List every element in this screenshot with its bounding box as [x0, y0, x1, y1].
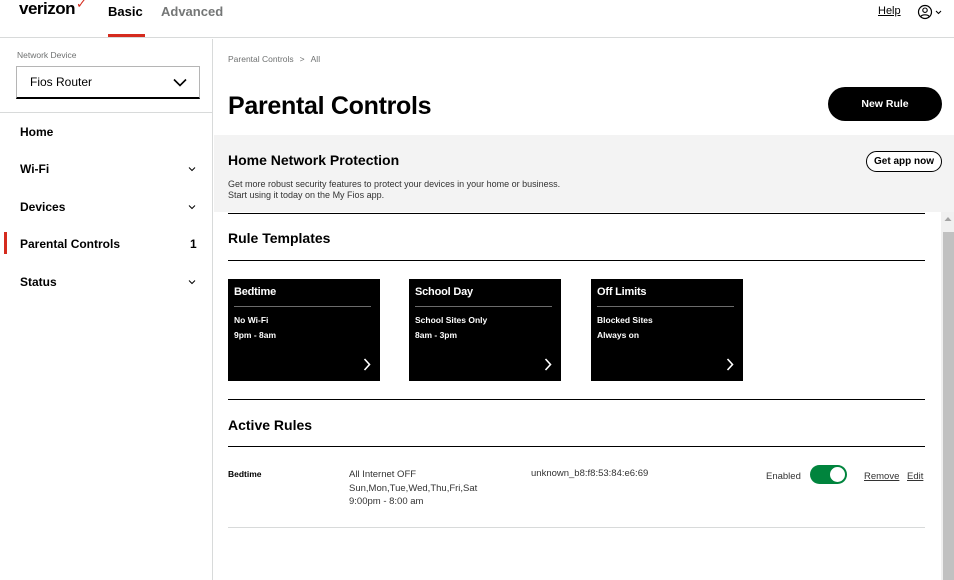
template-card-off-limits[interactable] — [591, 279, 743, 381]
sidebar-item-wifi[interactable] — [0, 157, 212, 181]
sidebar-divider — [0, 112, 212, 113]
rule-count-badge: 1 — [190, 237, 197, 251]
scroll-up-arrow-icon[interactable] — [944, 216, 952, 222]
sidebar-item-devices[interactable] — [0, 195, 212, 219]
template-detail: School Sites Only — [415, 315, 488, 325]
sidebar-item-label: Devices — [20, 200, 66, 214]
template-title: Bedtime — [234, 286, 276, 298]
sidebar-item-label: Home — [20, 125, 54, 139]
remove-rule-link[interactable]: Remove — [864, 471, 900, 482]
card-divider — [234, 306, 371, 307]
rule-device: unknown_b8:f8:53:84:e6:69 — [531, 468, 649, 479]
section-divider — [228, 446, 925, 447]
hnp-title: Home Network Protection — [228, 152, 400, 168]
sidebar-item-label: Wi-Fi — [20, 162, 50, 176]
template-card-bedtime[interactable] — [228, 279, 380, 381]
template-title: Off Limits — [597, 286, 647, 298]
rule-detail-line: 9:00pm - 8:00 am — [349, 496, 424, 507]
row-divider — [228, 527, 925, 528]
rule-details — [349, 468, 477, 509]
section-divider — [228, 213, 925, 214]
rule-status-label: Enabled — [766, 471, 801, 482]
sidebar-item-parental-controls[interactable] — [0, 232, 212, 256]
template-detail: 9pm - 8am — [234, 330, 277, 340]
rule-name: Bedtime — [228, 469, 262, 479]
breadcrumb — [228, 54, 320, 64]
scrollbar-thumb[interactable] — [943, 232, 954, 580]
device-select-value: Fios Router — [30, 75, 93, 89]
hnp-desc-line: Get more robust security features to protect your devices in your home or business. — [228, 179, 561, 189]
sidebar-item-label: Status — [20, 275, 57, 289]
chevron-right-icon — [363, 358, 371, 371]
logo-text: verizon — [19, 0, 76, 18]
top-bar — [0, 0, 954, 38]
main-content — [214, 39, 954, 580]
chevron-right-icon — [726, 358, 734, 371]
template-title: School Day — [415, 286, 473, 298]
template-detail: 8am - 3pm — [415, 330, 458, 340]
template-card-school-day[interactable] — [409, 279, 561, 381]
help-link[interactable]: Help — [878, 5, 901, 17]
user-circle-icon — [917, 4, 947, 20]
page-title: Parental Controls — [228, 92, 432, 120]
verizon-logo[interactable] — [19, 0, 86, 19]
scrollbar[interactable] — [941, 212, 954, 580]
tab-basic[interactable]: Basic — [108, 4, 143, 36]
get-app-now-button[interactable]: Get app now — [866, 151, 942, 172]
template-detail: Blocked Sites — [597, 315, 653, 325]
rule-detail-line: All Internet OFF — [349, 469, 417, 480]
sidebar-item-home[interactable] — [0, 120, 212, 144]
hnp-description — [228, 179, 698, 201]
chevron-down-icon — [188, 279, 196, 285]
rule-enabled-toggle[interactable] — [810, 465, 847, 484]
toggle-knob — [830, 467, 845, 482]
edit-rule-link[interactable]: Edit — [907, 471, 924, 482]
sidebar-item-label: Parental Controls — [20, 237, 121, 251]
chevron-down-icon — [188, 166, 196, 172]
template-detail: Always on — [597, 330, 640, 340]
card-divider — [597, 306, 734, 307]
rule-templates-title: Rule Templates — [228, 230, 331, 246]
template-detail: No Wi-Fi — [234, 315, 269, 325]
network-device-label: Network Device — [17, 50, 77, 60]
section-divider — [228, 260, 925, 261]
sidebar — [0, 39, 213, 580]
rule-detail-line: Sun,Mon,Tue,Wed,Thu,Fri,Sat — [349, 482, 478, 494]
breadcrumb-separator: > — [299, 54, 305, 64]
chevron-down-icon — [173, 78, 187, 87]
user-menu-button[interactable] — [917, 4, 947, 20]
chevron-down-icon — [188, 204, 196, 210]
breadcrumb-all: All — [310, 54, 321, 64]
tab-advanced[interactable]: Advanced — [161, 4, 224, 19]
home-network-protection-banner — [214, 135, 954, 212]
section-divider — [228, 399, 925, 400]
logo-check-icon: ✓ — [76, 0, 87, 11]
hnp-desc-line: Start using it today on the My Fios app. — [228, 190, 385, 200]
sidebar-item-status[interactable] — [0, 270, 212, 294]
network-device-select[interactable] — [16, 66, 200, 99]
new-rule-button[interactable]: New Rule — [828, 87, 942, 121]
card-divider — [415, 306, 552, 307]
breadcrumb-parental-controls[interactable]: Parental Controls — [228, 54, 294, 64]
chevron-right-icon — [544, 358, 552, 371]
active-rules-title: Active Rules — [228, 417, 313, 433]
